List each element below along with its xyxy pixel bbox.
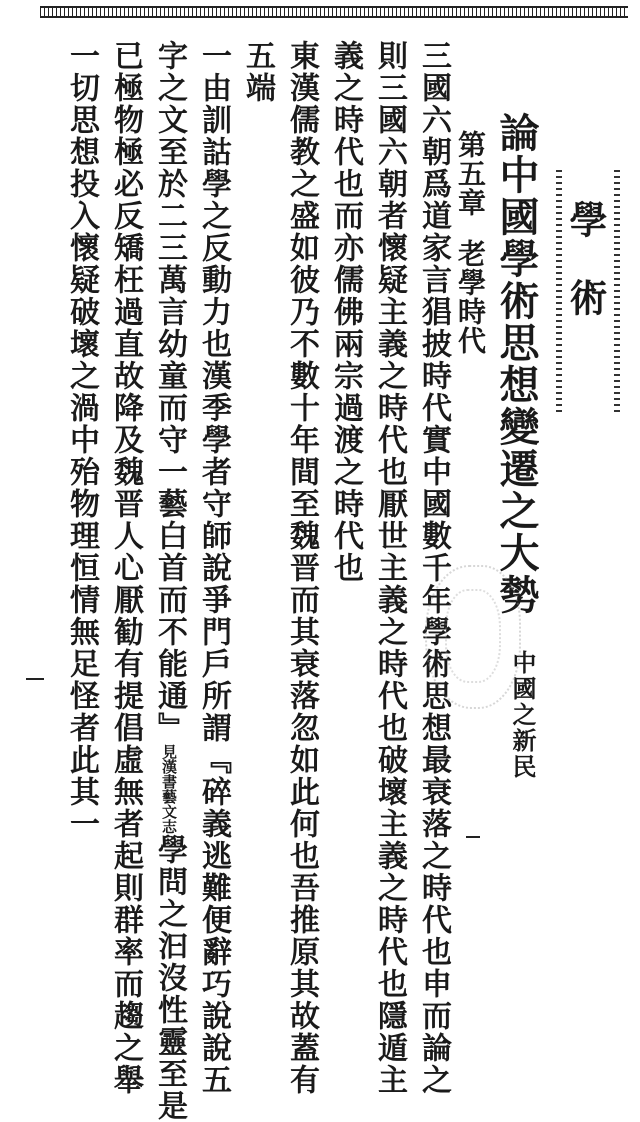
library-stamp <box>425 565 521 709</box>
body-column-1: 三國六朝爲道家言猖披時代實中國數千年學術思想最衰落之時代也申而論之 <box>416 40 451 1096</box>
chapter-name: 老學時代 <box>454 239 487 355</box>
author-name: 中國之新民 <box>508 650 537 780</box>
section-heading: 學術 <box>563 200 608 356</box>
body-column-7-tail: 學問之汩沒性靈至是 <box>152 834 187 1122</box>
body-column-7-text: 字之文至於二三萬言幼童而守一藝白首而不能通』 <box>152 40 187 744</box>
section-border-left <box>556 170 562 415</box>
footnote-citation: 見漢書藝文志 <box>160 744 178 834</box>
body-column-6: 一由訓詁學之反動力也漢季學者守師說爭門戶所謂『碎義逃難便辭巧說說五 <box>196 40 231 1096</box>
chapter-number: 第五章 <box>454 130 487 217</box>
top-decorative-rule <box>40 6 628 18</box>
body-column-9: 一切思想投入懷疑破壞之渦中殆物理恒情無足怪者此其一 <box>64 40 99 840</box>
margin-mark <box>26 678 44 680</box>
article-title: 論中國學術思想變遷之大勢 <box>493 112 540 616</box>
chapter-line <box>454 130 487 355</box>
body-column-8: 已極物極必反矯枉過直故降及魏晋人心厭勧有提倡虛無者起則群率而趨之舉 <box>108 40 143 1096</box>
body-column-5: 五端 <box>240 40 275 104</box>
dash-mark <box>466 836 480 838</box>
body-column-4: 東漢儒教之盛如彼乃不數十年間至魏晋而其衰落忽如此何也吾推原其故蓋有 <box>284 40 319 1096</box>
body-column-3: 義之時代也而亦儒佛兩宗過渡之時代也 <box>328 40 363 584</box>
body-column-7 <box>152 40 187 1122</box>
body-column-2: 則三國六朝者懷疑主義之時代也厭世主義之時代也破壞主義之時代也隱遁主 <box>372 40 407 1096</box>
section-border-right <box>614 170 620 415</box>
